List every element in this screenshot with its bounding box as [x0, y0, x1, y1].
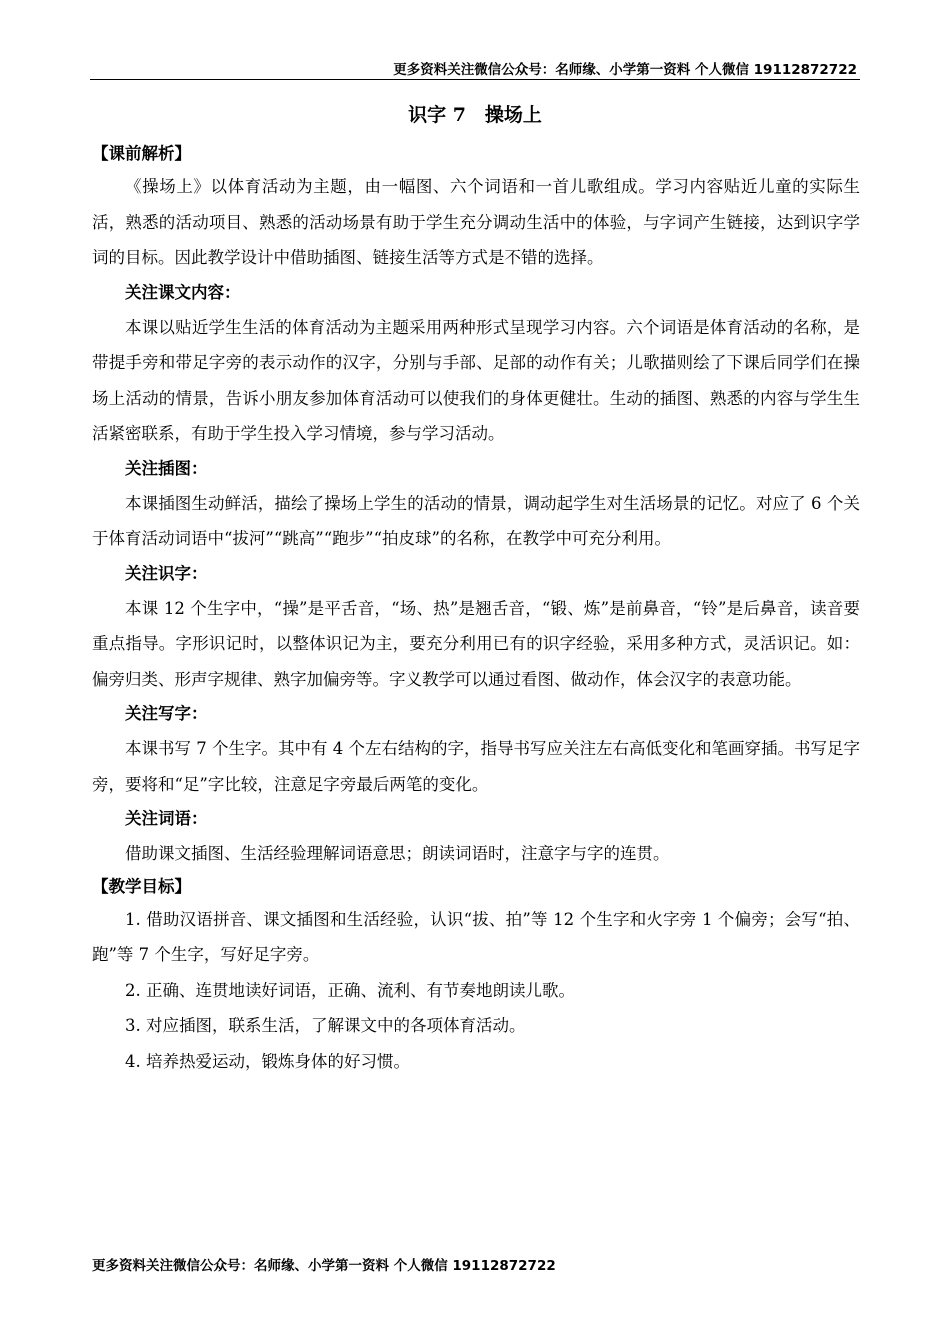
lesson-title: 识字 7 操场上 — [408, 104, 542, 126]
picture-paragraph: 本课插图生动鲜活，描绘了操场上学生的活动的情景，调动起学生对生活场景的记忆。对应了 6 个关于体育活动词语中“拔河”“跳高”“跑步”“拍皮球”的名称，在教学中可充分利用。 — [92, 493, 860, 548]
literacy-paragraph: 本课 12 个生字中，“操”是平舌音，“场、热”是翘舌音，“锻、炼”是前鼻音，“铃”是后鼻音，读音要重点指导。字形识记时，以整体识记为主，要充分利用已有的识字经验，采用多种方式，灵活识记。如：偏旁归类、形声字规律、熟字加偏旁等。字义教学可以通过看图、做动作，体会汉字的表意功能。 — [92, 598, 860, 689]
words-subheading: 关注词语： — [125, 809, 208, 828]
analysis-intro: 《操场上》以体育活动为主题，由一幅图、六个词语和一首儿歌组成。学习内容贴近儿童的实际生活，熟悉的活动项目、熟悉的活动场景有助于学生充分调动生活中的体验，与字词产生链接，达到识字学词的目标。因此教学设计中借助插图、链接生活等方式是不错的选择。 — [92, 177, 860, 267]
page-header: 更多资料关注微信公众号：名师缘、小学第一资料 个人微信 19112872722 — [393, 62, 857, 78]
analysis-heading: 【课前解析】 — [92, 144, 191, 163]
writing-paragraph: 本课书写 7 个生字。其中有 4 个左右结构的字，指导书写应关注左右高低变化和笔画穿插。书写足字旁，要将和“足”字比较，注意足字旁最后两笔的变化。 — [92, 739, 860, 794]
writing-subheading: 关注写字： — [125, 704, 208, 723]
content-paragraph: 本课以贴近学生生活的体育活动为主题采用两种形式呈现学习内容。六个词语是体育活动的名称，是带提手旁和带足字旁的表示动作的汉字，分别与手部、足部的动作有关；儿歌描则绘了下课后同学们在操场上活动的情景，告诉小朋友参加体育活动可以使我们的身体更健壮。生动的插图、熟悉的内容与学生生活紧密联系，有助于学生投入学习情境，参与学习活动。 — [92, 317, 860, 443]
goal-item: 2. 正确、连贯地读好词语，正确、流利、有节奏地朗读儿歌。 — [125, 980, 575, 1000]
goal-item: 1. 借助汉语拼音、课文插图和生活经验，认识“拔、拍”等 12 个生字和火字旁 1 个偏旁；会写“拍、跑”等 7 个生字，写好足字旁。 — [92, 909, 860, 964]
words-paragraph: 借助课文插图、生活经验理解词语意思；朗读词语时，注意字与字的连贯。 — [125, 844, 670, 863]
goals-heading: 【教学目标】 — [92, 876, 191, 896]
document-body — [92, 139, 860, 1079]
goal-item: 3. 对应插图，联系生活，了解课文中的各项体育活动。 — [125, 1016, 526, 1035]
page-footer: 更多资料关注微信公众号：名师缘、小学第一资料 个人微信 19112872722 — [92, 1258, 556, 1274]
picture-subheading: 关注插图： — [125, 458, 208, 478]
literacy-subheading: 关注识字： — [125, 563, 208, 583]
content-subheading: 关注课文内容： — [125, 282, 241, 302]
header-divider — [90, 79, 860, 80]
goal-item: 4. 培养热爱运动，锻炼身体的好习惯。 — [125, 1051, 410, 1071]
